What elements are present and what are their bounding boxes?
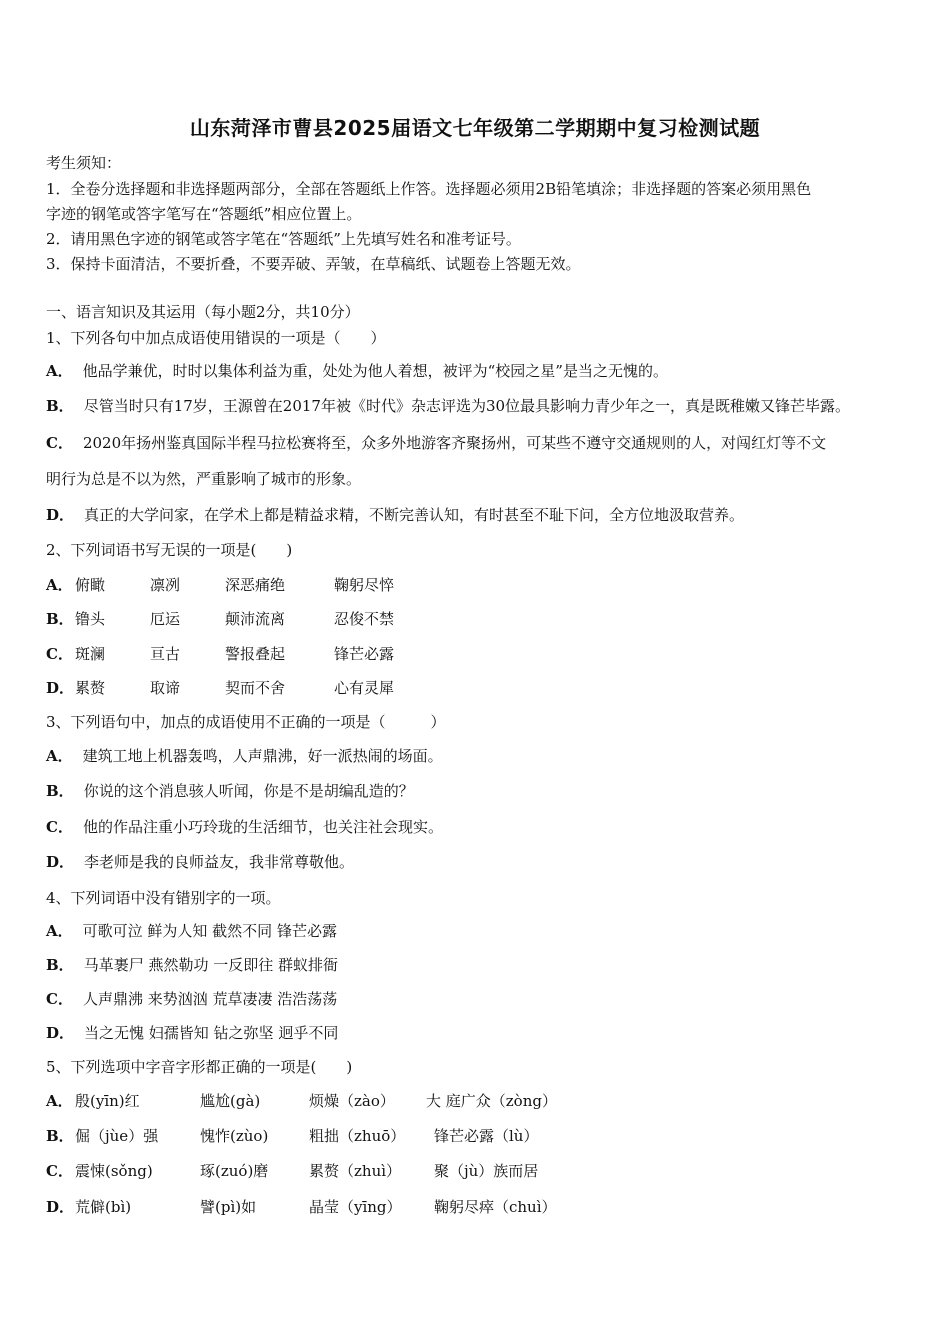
option-word: 大 庭广众（zòng） — [426, 1092, 557, 1110]
option-label: C． — [46, 818, 73, 836]
option-text: 尽管当时只有17岁，王源曾在2017年被《时代》杂志评选为30位最具影响力青少年之一，真是既稚嫩又锋芒毕露。 — [83, 397, 851, 415]
option-word: 契而不舍 — [225, 679, 286, 697]
option-label: C． — [46, 1162, 73, 1180]
question-4-stem: 4、下列词语中没有错别字的一项。 — [46, 889, 281, 907]
option-label: D． — [46, 679, 75, 697]
option-word: 亘古 — [150, 645, 181, 663]
question-1-option-c — [46, 432, 826, 453]
option-text: 你说的这个消息骇人听闻，你是不是胡编乱造的？ — [83, 782, 414, 800]
question-1-option-d — [46, 504, 744, 525]
option-text: 他的作品注重小巧玲珑的生活细节，也关注社会现实。 — [82, 818, 443, 836]
option-word: 晶莹（yīng） — [309, 1198, 402, 1216]
option-label: A． — [46, 1092, 73, 1110]
option-word: 警报叠起 — [225, 645, 286, 663]
option-text: 马革裹尸 燕然勒功 一反即往 群蚁排衙 — [83, 956, 338, 974]
option-word: 取谛 — [150, 679, 181, 697]
question-4-option-d — [46, 1022, 338, 1043]
option-text: 建筑工地上机器轰鸣，人声鼎沸，好一派热闹的场面。 — [82, 747, 443, 765]
notice-item: 1．全卷分选择题和非选择题两部分，全部在答题纸上作答。选择题必须用2B铅笔填涂；非选择题的答案必须用黑色 — [46, 180, 812, 198]
option-word: 深恶痛绝 — [225, 576, 286, 594]
option-word: 鞠躬尽悴 — [334, 576, 395, 594]
question-3-option-d — [46, 851, 354, 872]
option-word: 斑澜 — [75, 645, 106, 663]
option-label: C． — [46, 434, 73, 452]
option-label: D． — [46, 506, 75, 524]
question-3-option-b — [46, 780, 414, 801]
option-word: 震悚(sǒng) — [75, 1162, 153, 1180]
notice-heading: 考生须知： — [46, 154, 122, 172]
option-label: A． — [46, 362, 73, 380]
option-label: D． — [46, 1198, 75, 1216]
option-word: 忍俊不禁 — [334, 610, 395, 628]
option-word: 荒僻(bì) — [75, 1198, 132, 1216]
option-word: 琢(zuó)磨 — [200, 1162, 269, 1180]
question-2-stem: 2、下列词语书写无误的一项是( ) — [46, 541, 293, 559]
option-label: B． — [46, 397, 74, 415]
option-word: 聚（jù）族而居 — [434, 1162, 539, 1180]
option-label: C． — [46, 990, 73, 1008]
option-text: 他品学兼优，时时以集体利益为重，处处为他人着想，被评为“校园之星”是当之无愧的。 — [82, 362, 668, 380]
option-word: 颠沛流离 — [225, 610, 286, 628]
question-3-option-a — [46, 745, 443, 766]
option-label: B． — [46, 956, 74, 974]
option-text: 2020年扬州鉴真国际半程马拉松赛将至，众多外地游客齐聚扬州，可某些不遵守交通规则的人，对闯红灯等不文 — [82, 434, 827, 452]
option-word: 厄运 — [150, 610, 181, 628]
option-word: 愧怍(zùo) — [200, 1127, 269, 1145]
option-text: 人声鼎沸 来势汹汹 荒草凄凄 浩浩荡荡 — [82, 990, 338, 1008]
option-label: D． — [46, 853, 75, 871]
option-word: 殷(yīn)红 — [75, 1092, 140, 1110]
option-label: A． — [46, 576, 73, 594]
question-3-option-c — [46, 816, 443, 837]
option-word: 累赘（zhuì） — [309, 1162, 402, 1180]
question-1-option-b — [46, 395, 850, 416]
option-text: 真正的大学问家，在学术上都是精益求精，不断完善认知，有时甚至不耻下问，全方位地汲取营养。 — [84, 506, 745, 524]
question-4-option-c — [46, 988, 337, 1009]
question-4-option-a — [46, 920, 337, 941]
option-label: B． — [46, 1127, 74, 1145]
option-word: 俯瞰 — [75, 576, 106, 594]
page-title: 山东菏泽市曹县2025届语文七年级第二学期期中复习检测试题 — [189, 116, 761, 140]
option-word: 心有灵犀 — [334, 679, 395, 697]
notice-item: 字迹的钢笔或答字笔写在“答题纸”相应位置上。 — [46, 205, 362, 223]
option-text: 当之无愧 妇孺皆知 钻之弥坚 迥乎不同 — [84, 1024, 339, 1042]
question-4-option-b — [46, 954, 338, 975]
option-text: 可歌可泣 鲜为人知 截然不同 锋芒必露 — [82, 922, 337, 940]
option-word: 粗拙（zhuō） — [309, 1127, 406, 1145]
option-word: 譬(pì)如 — [200, 1198, 257, 1216]
option-word: 镥头 — [75, 610, 106, 628]
option-word: 鞠躬尽瘁（chuì） — [434, 1198, 557, 1216]
option-word: 烦燥（zào） — [309, 1092, 395, 1110]
notice-item: 2．请用黑色字迹的钢笔或答字笔在“答题纸”上先填写姓名和准考证号。 — [46, 230, 521, 248]
section-heading: 一、语言知识及其运用（每小题2分，共10分） — [46, 303, 360, 321]
option-word: 累赘 — [75, 679, 106, 697]
option-label: D． — [46, 1024, 75, 1042]
question-3-stem: 3、下列语句中，加点的成语使用不正确的一项是（ ） — [46, 713, 446, 731]
option-label: C． — [46, 645, 73, 663]
option-word: 锋芒必露 — [334, 645, 395, 663]
question-1-stem: 1、下列各句中加点成语使用错误的一项是（ ） — [46, 329, 386, 347]
option-word: 倔（jùe）强 — [75, 1127, 159, 1145]
option-word: 锋芒必露（lù） — [434, 1127, 539, 1145]
question-5-stem: 5、下列选项中字音字形都正确的一项是( ) — [46, 1058, 353, 1076]
option-label: A． — [46, 922, 73, 940]
option-label: A． — [46, 747, 73, 765]
question-1-option-a — [46, 360, 668, 381]
option-word: 凛冽 — [150, 576, 181, 594]
option-text: 李老师是我的良师益友，我非常尊敬他。 — [84, 853, 355, 871]
notice-item: 3．保持卡面清洁，不要折叠，不要弄破、弄皱，在草稿纸、试题卷上答题无效。 — [46, 255, 581, 273]
option-label: B． — [46, 782, 74, 800]
question-1-option-c-cont: 明行为总是不以为然，严重影响了城市的形象。 — [46, 470, 362, 488]
option-word: 尴尬(gà) — [200, 1092, 261, 1110]
option-label: B． — [46, 610, 74, 628]
